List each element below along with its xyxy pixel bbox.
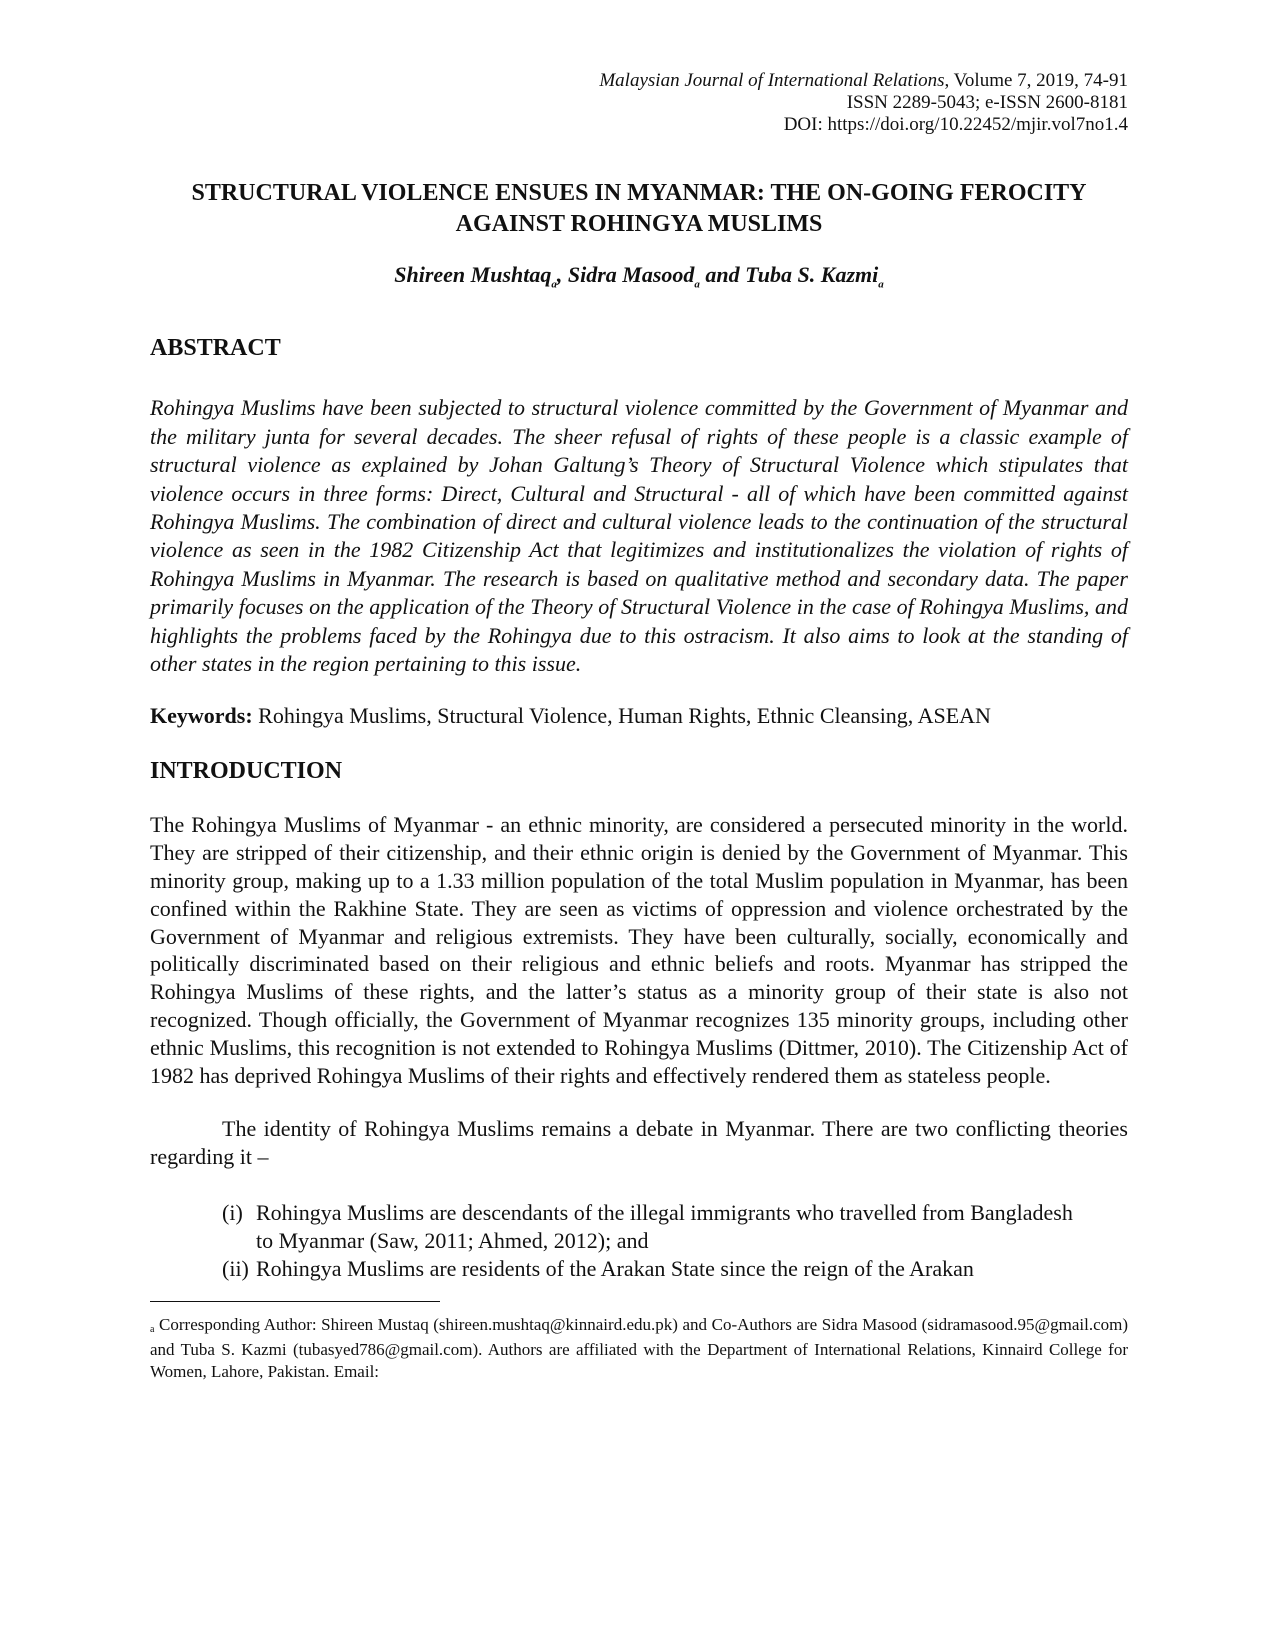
affiliation-mark: a [551, 278, 557, 291]
issn: ISSN 2289-5043; e-ISSN 2600-8181 [846, 92, 1128, 113]
journal-header [150, 70, 1128, 136]
affiliation-mark: a [878, 278, 884, 291]
author-list [150, 262, 1128, 290]
list-item-text: Rohingya Muslims are residents of the Arakan State since the reign of the Arakan [256, 1256, 974, 1282]
author-3: Tuba S. Kazmi [745, 262, 879, 287]
list-item [222, 1255, 1082, 1283]
introduction-heading: INTRODUCTION [150, 758, 343, 785]
title-line-2: AGAINST ROHINGYA MUSLIMS [455, 211, 823, 237]
footnote-text: Corresponding Author: Shireen Mustaq (shireen.mushtaq@kinnaird.edu.pk) and Co-Authors are Sidra Masood (sidramasood.95@gmail.com) and Tuba S. Kazmi (tubasyed786@gmail.com). Authors are affiliated with the Department of International Relations, Kinnaird College for Women, Lahore, Pakistan. Email: [150, 1315, 1128, 1382]
theory-list [150, 1199, 1128, 1283]
abstract-heading: ABSTRACT [150, 335, 281, 362]
keywords-text: Rohingya Muslims, Structural Violence, Human Rights, Ethnic Cleansing, ASEAN [252, 703, 991, 729]
author-separator: and [699, 262, 746, 287]
paper-page [150, 70, 1128, 1383]
affiliation-mark: a [694, 278, 700, 291]
list-marker: (i) [222, 1200, 243, 1226]
author-separator: , [556, 262, 568, 287]
footnote [150, 1314, 1128, 1383]
intro-paragraph-1: The Rohingya Muslims of Myanmar - an ethnic minority, are considered a persecuted minority in the world. They are stripped of their citizenship, and their ethnic origin is denied by the Government of Myanmar. This minority group, making up to a 1.33 million population of the total Muslim population in Myanmar, has been confined within the Rakhine State. They are seen as victims of oppression and violence orchestrated by the Government of Myanmar and religious extremists. They have been culturally, socially, economically and politically discriminated based on their religious and ethnic beliefs and roots. Myanmar has stripped the Rohingya Muslims of these rights, and the latter’s status as a minority group of their state is also not recognized. Though officially, the Government of Myanmar recognizes 135 minority groups, including other ethnic Muslims, this recognition is not extended to Rohingya Muslims (Dittmer, 2010). The Citizenship Act of 1982 has deprived Rohingya Muslims of their rights and effectively rendered them as stateless people. [150, 812, 1128, 1088]
keywords-label: Keywords: [150, 703, 253, 729]
volume-info: , Volume 7, 2019, 74-91 [944, 70, 1128, 91]
list-marker: (ii) [222, 1256, 249, 1282]
abstract-text: Rohingya Muslims have been subjected to structural violence committed by the Government of Myanmar and the military junta for several decades. The sheer refusal of rights of these people is a classic example of structural violence as explained by Johan Galtung’s Theory of Structural Violence which stipulates that violence occurs in three forms: Direct, Cultural and Structural - all of which have been committed against Rohingya Muslims. The combination of direct and cultural violence leads to the continuation of the structural violence as seen in the 1982 Citizenship Act that legitimizes and institutionalizes the violation of rights of Rohingya Muslims in Myanmar. The research is based on qualitative method and secondary data. The paper primarily focuses on the application of the Theory of Structural Violence in the case of Rohingya Muslims, and highlights the problems faced by the Rohingya due to this ostracism. It also aims to look at the standing of other states in the region pertaining to this issue. [150, 395, 1128, 677]
list-item-text: Rohingya Muslims are descendants of the illegal immigrants who travelled from Bangladesh to Myanmar (Saw, 2011; Ahmed, 2012); and [256, 1200, 1073, 1254]
author-1: Shireen Mushtaq [394, 262, 552, 287]
footnote-divider [150, 1301, 440, 1302]
author-2: Sidra Masood [567, 262, 695, 287]
list-item [222, 1199, 1082, 1255]
paper-title [150, 178, 1128, 240]
intro-paragraph-2: The identity of Rohingya Muslims remains a debate in Myanmar. There are two conflicting theories regarding it – [150, 1116, 1128, 1170]
doi: DOI: https://doi.org/10.22452/mjir.vol7no1.4 [783, 114, 1128, 135]
title-line-1: STRUCTURAL VIOLENCE ENSUES IN MYANMAR: THE ON-GOING FEROCITY [191, 180, 1087, 206]
journal-name: Malaysian Journal of International Relations [599, 70, 945, 91]
journal-citation [150, 70, 1128, 92]
keywords [150, 702, 1128, 730]
footnote-mark: a [150, 1324, 155, 1336]
